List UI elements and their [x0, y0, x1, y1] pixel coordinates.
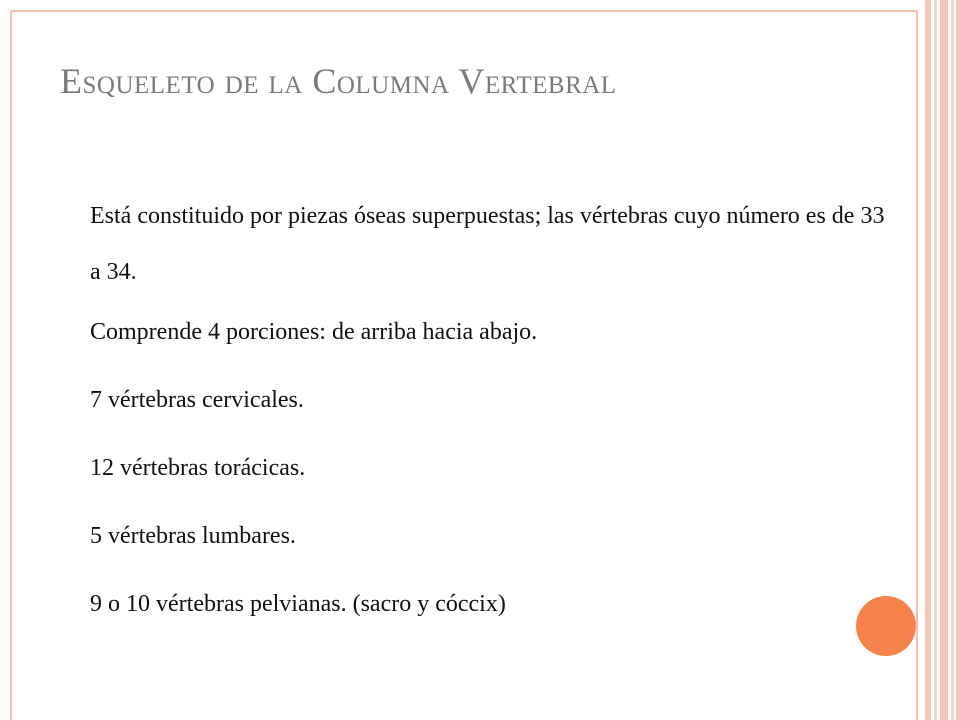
intro-paragraph: Está constituido por piezas óseas superpuestas; las vértebras cuyo número es de 33 a 34. — [90, 203, 885, 285]
frame-left-border — [10, 10, 12, 720]
stripe — [951, 0, 954, 720]
body-line: 5 vértebras lumbares. — [90, 523, 296, 549]
stripe — [934, 0, 937, 720]
body-line: 7 vértebras cervicales. — [90, 387, 304, 413]
stripe — [956, 0, 960, 720]
decorative-stripes — [925, 0, 960, 720]
stripe — [940, 0, 948, 720]
body-line: 12 vértebras torácicas. — [90, 455, 306, 481]
frame-top-border — [10, 10, 918, 12]
stripe — [925, 0, 931, 720]
frame-right-border — [916, 10, 918, 720]
slide-title: Esqueleto de la Columna Vertebral — [60, 61, 617, 101]
slide-body — [90, 188, 890, 658]
body-line: 9 o 10 vértebras pelvianas. (sacro y cóccix) — [90, 591, 506, 617]
body-line: Comprende 4 porciones: de arriba hacia abajo. — [90, 319, 538, 345]
